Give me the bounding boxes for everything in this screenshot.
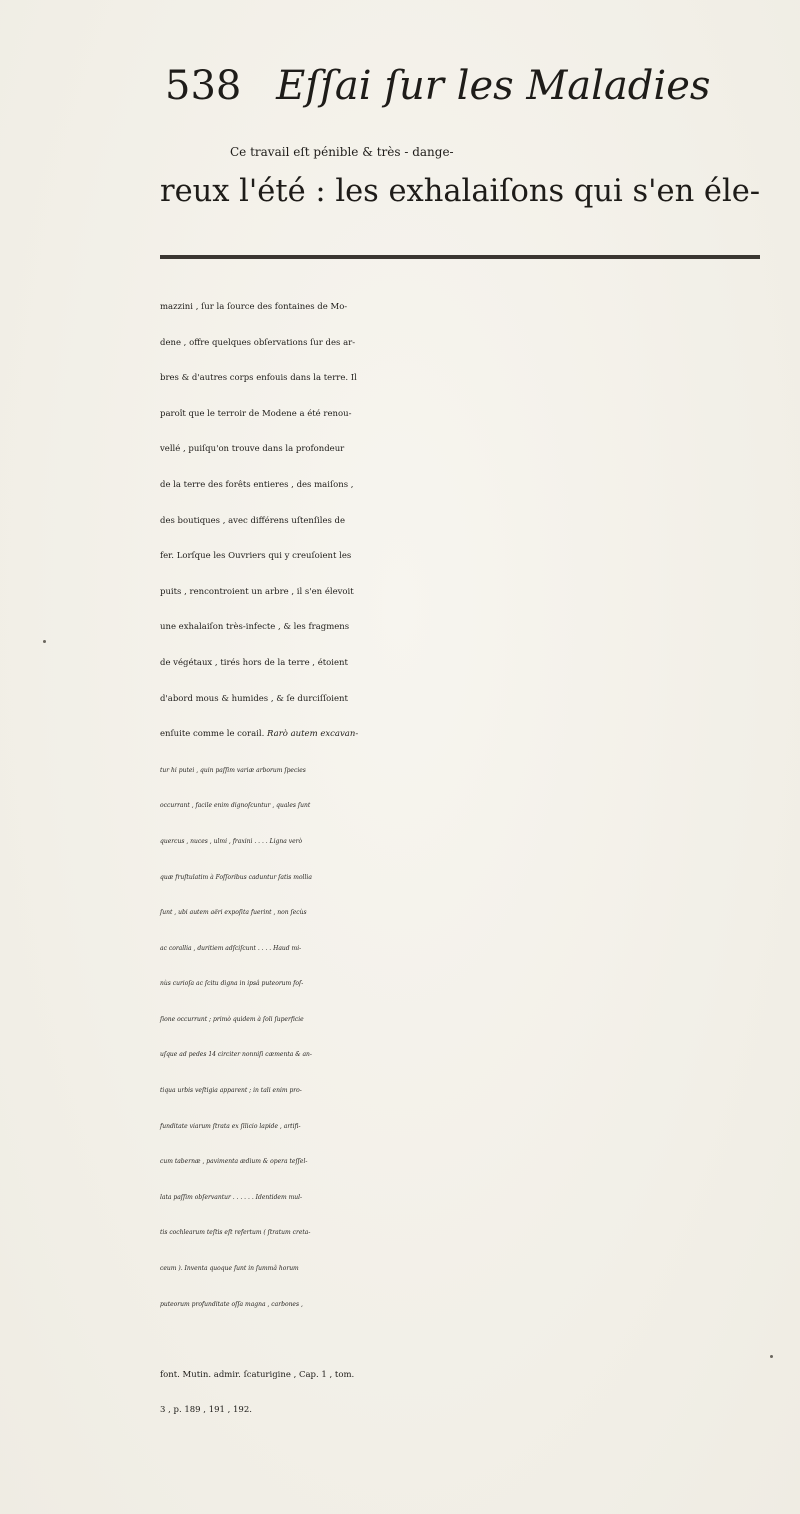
footnote-citation-line: 3 , p. 189 , 191 , 192. — [160, 1405, 252, 1416]
footnote-roman-text: enſuite comme le corail. — [160, 729, 268, 740]
page-header — [165, 62, 710, 110]
footnote-latin-line: ac corallia , duritiem adſciſcunt . . . . Haud mi- — [160, 944, 302, 952]
footnote-line: dene , offre quelques obſervations ſur des ar- — [160, 337, 356, 348]
footnote-latin-line: nùs curioſa ac ſcitu digna in ipsâ puteorum foſ- — [160, 980, 304, 988]
running-title: Eſſai ſur les Maladies — [276, 63, 711, 109]
footnote-line: d'abord mous & humides , & ſe durciſſoient — [160, 693, 348, 704]
footnote-line: une exhalaiſon très-infecte , & les fragmens — [160, 622, 350, 633]
footnote-latin-line: funditate viarum ſtrata ex ſilicio lapide , artifi- — [160, 1122, 301, 1130]
footnote-line: puits , rencontroient un arbre , il s'en élevoit — [160, 586, 354, 597]
footnote-separator-rule — [160, 255, 760, 259]
main-text — [160, 132, 760, 212]
footnote-latin-line: ſione occurrunt ; primò quidem à ſoli ſuperficie — [160, 1015, 304, 1023]
footnote-line: bres & d'autres corps enfouis dans la terre. Il — [160, 373, 357, 384]
footnote-latin-line: puteorum profunditate oſſa magna , carbones , — [160, 1300, 303, 1308]
footnote-line: fer. Lorſque les Ouvriers qui y creuſoient les — [160, 551, 352, 562]
ink-speck — [770, 1355, 773, 1358]
footnote-citation-line: font. Mutin. admir. ſcaturigine , Cap. 1 , tom. — [160, 1369, 355, 1380]
footnote-line: de la terre des forêts entieres , des maiſons , — [160, 479, 354, 490]
footnote-latin-line: uſque ad pedes 14 circiter nonniſi cæmenta & an- — [160, 1051, 312, 1059]
footnote-line: mazzini , ſur la ſource des fontaines de Mo- — [160, 302, 348, 312]
footnote-latin-line: ſunt , ubi autem aëri expoſita fuerint , non ſecùs — [160, 909, 307, 917]
ink-speck — [43, 640, 46, 643]
footnote-line: vellé , puiſqu'on trouve dans la profondeur — [160, 444, 345, 455]
footnote-latin-line: quæ fruſtulatim à Foſſoribus caduntur ſatis mollia — [160, 873, 312, 881]
footnote-latin-text: Rarò autem excavan- — [267, 729, 359, 740]
footnote-latin-line: tis cochlearum teſtis eſt refertum ( ſtratum creta- — [160, 1229, 311, 1237]
footnote-latin-line: tiqua urbis veſtigia apparent ; in tali enim pro- — [160, 1087, 302, 1095]
footnote-line: des boutiques , avec différens uſtenſiles de — [160, 515, 346, 526]
footnote-latin-line: quercus , nuces , ulmi , fraxini . . . . Ligna verò — [160, 837, 303, 845]
footnote-line: de végétaux , tirés hors de la terre , étoient — [160, 657, 348, 668]
footnote-latin-line: ceum ). Inventa quoque ſunt in ſummâ horum — [160, 1265, 299, 1273]
footnote-latin-line: tur hi putei , quin paſſim variæ arborum ſpecies — [160, 766, 306, 774]
main-text-line: Ce travail eſt pénible & très - dange- — [230, 145, 454, 159]
page-number: 538 — [165, 63, 242, 109]
main-text-line: reux l'été : les exhalaiſons qui s'en éle- — [160, 174, 761, 209]
footnote-latin-line: cum tabernæ , pavimenta ædium & opera teſſel- — [160, 1158, 308, 1166]
footnote — [160, 290, 765, 1429]
footnote-latin-line: occurrant , facile enim dignoſcuntur , quales ſunt — [160, 802, 311, 810]
footnote-latin-line: lata paſſim obſervantur . . . . . . Identidem mul- — [160, 1193, 303, 1201]
footnote-line-mixed — [160, 1322, 765, 1358]
footnote-line: paroît que le terroir de Modene a été renou- — [160, 408, 352, 419]
footnote-line-mixed — [160, 717, 765, 753]
